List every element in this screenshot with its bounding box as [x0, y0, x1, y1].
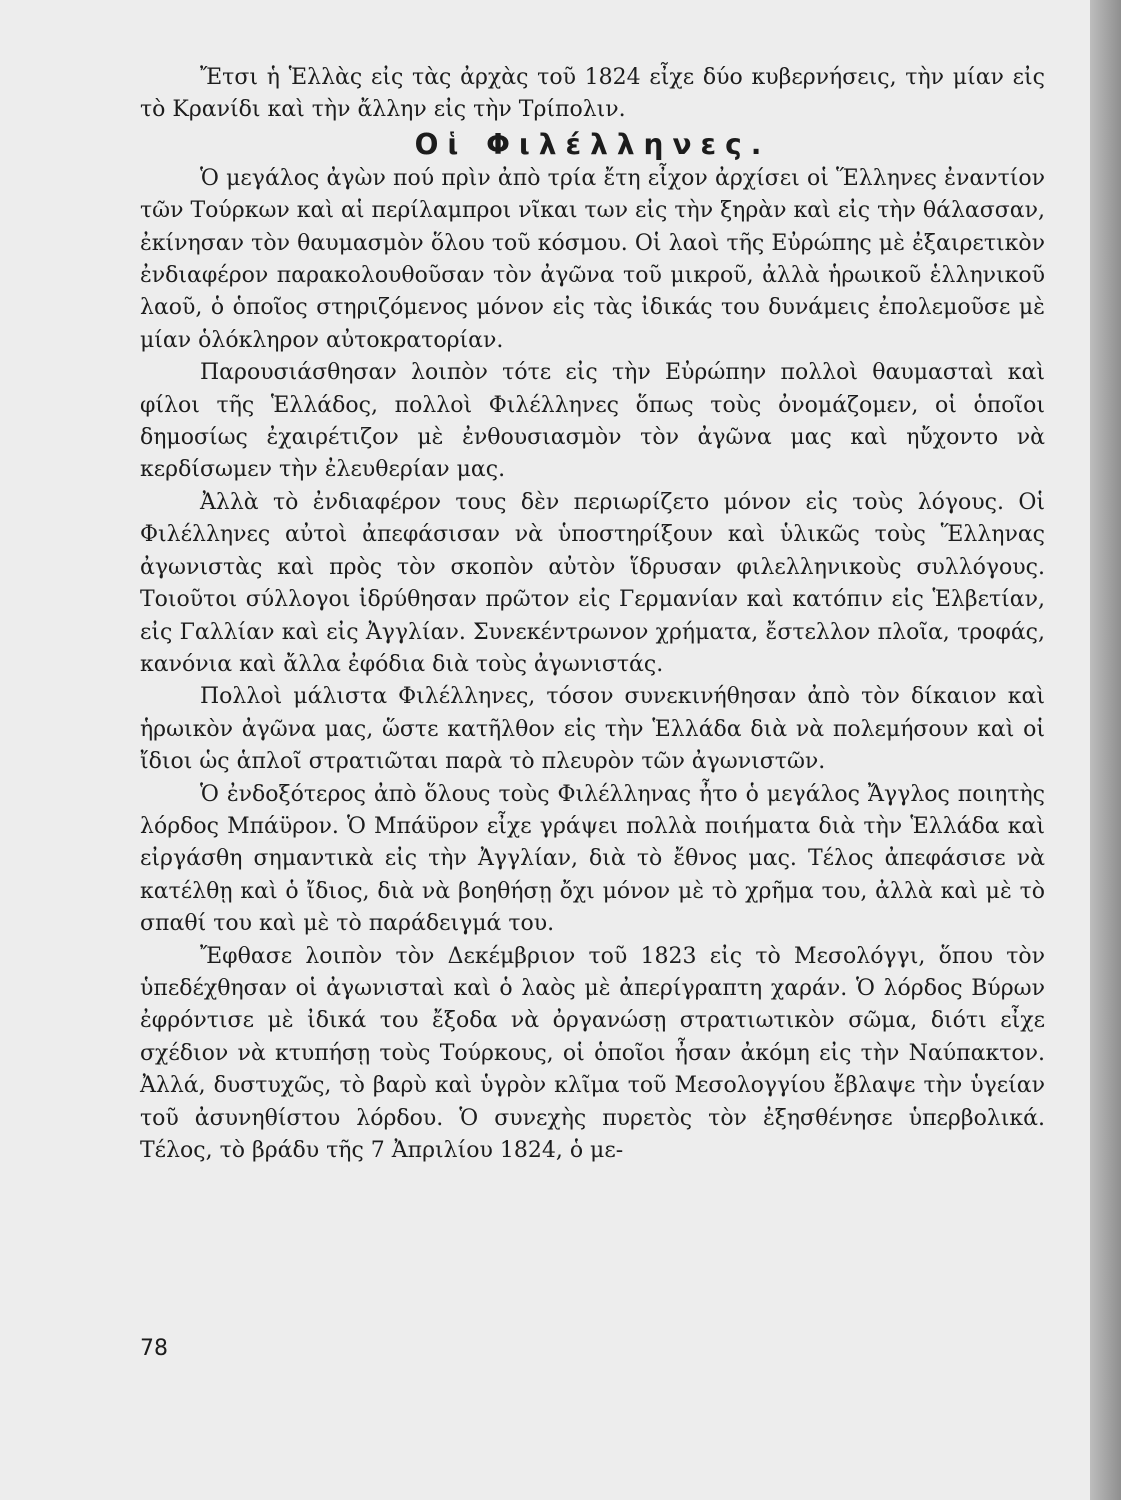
- section-heading: Οἱ Φιλέλληνες.: [414, 127, 771, 161]
- page-body: [140, 62, 1045, 1167]
- paragraph-3: Ἀλλὰ τὸ ἐνδιαφέρον τους δὲν περιωρίζετο μόνον εἰς τοὺς λόγους. Οἱ Φιλέλληνες αὐτοὶ ἀπεφάσισαν νὰ ὑποστηρίξουν καὶ ὑλικῶς τοὺς Ἕλληνας ἀγωνιστὰς καὶ πρὸς τὸν σκοπὸν αὐτὸν ἵδρυσαν φιλελληνικοὺς συλλόγους. Τοιοῦτοι σύλλογοι ἱδρύθησαν πρῶτον εἰς Γερμανίαν καὶ κατόπιν εἰς Ἑλβετίαν, εἰς Γαλλίαν καὶ εἰς Ἀγγλίαν. Συνεκέντρωνον χρήματα, ἔστελλον πλοῖα, τροφάς, κανόνια καὶ ἄλλα ἐφόδια διὰ τοὺς ἀγωνιστάς.: [140, 489, 1045, 677]
- paragraph-6: Ἔφθασε λοιπὸν τὸν Δεκέμβριον τοῦ 1823 εἰς τὸ Μεσολόγγι, ὅπου τὸν ὑπεδέχθησαν οἱ ἀγωνισταὶ καὶ ὁ λαὸς μὲ ἀπερίγραπτη χαράν. Ὁ λόρδος Βύρων ἐφρόντισε μὲ ἰδικά του ἔξοδα νὰ ὀργανώσῃ στρατιωτικὸν σῶμα, διότι εἶχε σχέδιον νὰ κτυπήσῃ τοὺς Τούρκους, οἱ ὁποῖοι ἦσαν ἀκόμη εἰς τὴν Ναύπακτον. Ἀλλά, δυστυχῶς, τὸ βαρὺ καὶ ὑγρὸν κλῖμα τοῦ Μεσολογγίου ἔβλαψε τὴν ὑγείαν τοῦ ἀσυνηθίστου λόρδου. Ὁ συνεχὴς πυρετὸς τὸν ἐξησθένησε ὑπερβολικά. Τέλος, τὸ βράδυ τῆς 7 Ἀπριλίου 1824, ὁ με-: [140, 943, 1045, 1163]
- intro-paragraph: Ἔτσι ἡ Ἑλλὰς εἰς τὰς ἀρχὰς τοῦ 1824 εἶχε δύο κυβερνήσεις, τὴν μίαν εἰς τὸ Κρανίδι καὶ τὴν ἄλλην εἰς τὴν Τρίπολιν.: [140, 65, 1045, 123]
- paragraph-2: Παρουσιάσθησαν λοιπὸν τότε εἰς τὴν Εὐρώπην πολλοὶ θαυμασταὶ καὶ φίλοι τῆς Ἑλλάδος, πολλοὶ Φιλέλληνες ὅπως τοὺς ὀνομάζομεν, οἱ ὁποῖοι δημοσίως ἐχαιρέτιζον μὲ ἐνθουσιασμὸν τὸν ἀγῶνα μας καὶ ηὔχοντο νὰ κερδίσωμεν τὴν ἐλευθερίαν μας.: [140, 360, 1045, 483]
- page-number: 78: [140, 1336, 168, 1361]
- paragraph-4: Πολλοὶ μάλιστα Φιλέλληνες, τόσον συνεκινήθησαν ἀπὸ τὸν δίκαιον καὶ ἡρωικὸν ἀγῶνα μας, ὥστε κατῆλθον εἰς τὴν Ἑλλάδα διὰ νὰ πολεμήσουν καὶ οἱ ἴδιοι ὡς ἁπλοῖ στρατιῶται παρὰ τὸ πλευρὸν τῶν ἀγωνιστῶν.: [140, 684, 1045, 775]
- page-edge-shadow: [1090, 0, 1121, 1500]
- paragraph-5: Ὁ ἐνδοξότερος ἀπὸ ὅλους τοὺς Φιλέλληνας ἦτο ὁ μεγάλος Ἄγγλος ποιητὴς λόρδος Μπάϋρον. Ὁ Μπάϋρον εἶχε γράψει πολλὰ ποιήματα διὰ τὴν Ἑλλάδα καὶ εἰργάσθη σημαντικὰ εἰς τὴν Ἀγγλίαν, διὰ τὸ ἔθνος μας. Τέλος ἀπεφάσισε νὰ κατέλθῃ καὶ ὁ ἴδιος, διὰ νὰ βοηθήσῃ ὄχι μόνον μὲ τὸ χρῆμα του, ἀλλὰ καὶ μὲ τὸ σπαθί του καὶ μὲ τὸ παράδειγμά του.: [140, 781, 1045, 937]
- paragraph-1: Ὁ μεγάλος ἀγὼν πού πρὶν ἀπὸ τρία ἔτη εἶχον ἀρχίσει οἱ Ἕλληνες ἐναντίον τῶν Τούρκων καὶ αἱ περίλαμπροι νῖκαι των εἰς τὴν ξηρὰν καὶ εἰς τὴν θάλασσαν, ἐκίνησαν τὸν θαυμασμὸν ὅλου τοῦ κόσμου. Οἱ λαοὶ τῆς Εὐρώπης μὲ ἐξαιρετικὸν ἐνδιαφέρον παρακολουθοῦσαν τὸν ἀγῶνα τοῦ μικροῦ, ἀλλὰ ἡρωικοῦ ἑλληνικοῦ λαοῦ, ὁ ὁποῖος στηριζόμενος μόνον εἰς τὰς ἰδικάς του δυνάμεις ἐπολεμοῦσε μὲ μίαν ὁλόκληρον αὐτοκρατορίαν.: [140, 165, 1045, 353]
